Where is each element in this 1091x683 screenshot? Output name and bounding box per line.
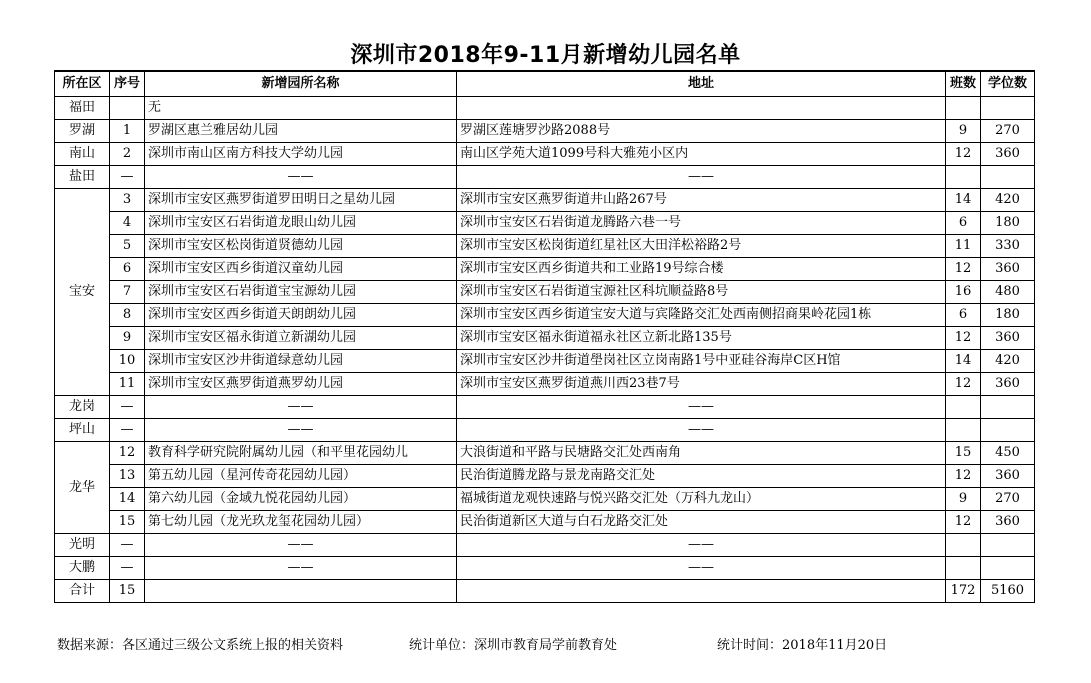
header-address: 地址	[457, 71, 946, 97]
address-cell: 深圳市宝安区燕罗街道井山路267号	[457, 189, 946, 212]
address-cell: 大浪街道和平路与民塘路交汇处西南角	[457, 442, 946, 465]
district-dapeng: 大鹏	[55, 557, 110, 580]
table-row	[55, 304, 1035, 327]
header-seq: 序号	[110, 71, 145, 97]
classes-cell: 12	[946, 327, 981, 350]
places-cell: 360	[981, 258, 1035, 281]
header-places: 学位数	[981, 71, 1035, 97]
district-guangming: 光明	[55, 534, 110, 557]
table-row	[55, 557, 1035, 580]
table-row	[55, 258, 1035, 281]
places-cell: 360	[981, 465, 1035, 488]
seq-cell: 14	[110, 488, 145, 511]
classes-cell: 9	[946, 488, 981, 511]
address-cell: 深圳市宝安区石岩街道龙腾路六巷一号	[457, 212, 946, 235]
district-longhua: 龙华	[55, 442, 110, 534]
places-cell: 360	[981, 511, 1035, 534]
places-cell: 360	[981, 373, 1035, 396]
classes-cell: 12	[946, 143, 981, 166]
seq-cell: 4	[110, 212, 145, 235]
address-cell: 深圳市宝安区福永街道福永社区立新北路135号	[457, 327, 946, 350]
district-luohu: 罗湖	[55, 120, 110, 143]
places-cell: 270	[981, 120, 1035, 143]
district-pingshan: 坪山	[55, 419, 110, 442]
address-cell: 民治街道新区大道与白石龙路交汇处	[457, 511, 946, 534]
name-cell: 第五幼儿园（星河传奇花园幼儿园）	[145, 465, 457, 488]
seq-cell: 8	[110, 304, 145, 327]
table-row	[55, 212, 1035, 235]
table-row	[55, 534, 1035, 557]
total-label: 合计	[55, 580, 110, 603]
seq-cell: 6	[110, 258, 145, 281]
classes-cell: 11	[946, 235, 981, 258]
kindergarten-table	[54, 70, 1035, 603]
district-nanshan: 南山	[55, 143, 110, 166]
seq-cell: —	[110, 419, 145, 442]
places-cell: 360	[981, 327, 1035, 350]
address-cell: 民治街道腾龙路与景龙南路交汇处	[457, 465, 946, 488]
classes-cell: 6	[946, 212, 981, 235]
table-row	[55, 235, 1035, 258]
table-row	[55, 143, 1035, 166]
seq-cell: 9	[110, 327, 145, 350]
total-classes: 172	[946, 580, 981, 603]
table-row	[55, 511, 1035, 534]
seq-cell: 12	[110, 442, 145, 465]
name-cell: 深圳市宝安区石岩街道龙眼山幼儿园	[145, 212, 457, 235]
table-row	[55, 373, 1035, 396]
name-cell: 深圳市宝安区西乡街道天朗朗幼儿园	[145, 304, 457, 327]
name-cell: 深圳市宝安区福永街道立新湖幼儿园	[145, 327, 457, 350]
places-cell: 360	[981, 143, 1035, 166]
classes-cell: 12	[946, 465, 981, 488]
name-cell: ——	[145, 557, 457, 580]
district-longgang: 龙岗	[55, 396, 110, 419]
seq-cell: 13	[110, 465, 145, 488]
places-cell: 480	[981, 281, 1035, 304]
classes-cell: 14	[946, 350, 981, 373]
seq-cell: —	[110, 166, 145, 189]
address-cell: 深圳市宝安区沙井街道壆岗社区立岗南路1号中亚硅谷海岸C区H馆	[457, 350, 946, 373]
address-cell: ——	[457, 396, 946, 419]
seq-cell: 5	[110, 235, 145, 258]
address-cell: 罗湖区莲塘罗沙路2088号	[457, 120, 946, 143]
name-cell: 第六幼儿园（金域九悦花园幼儿园）	[145, 488, 457, 511]
table-row	[55, 166, 1035, 189]
classes-cell: 15	[946, 442, 981, 465]
table-row	[55, 97, 1035, 120]
address-cell: ——	[457, 534, 946, 557]
header-district: 所在区	[55, 71, 110, 97]
name-cell: 深圳市宝安区西乡街道汉童幼儿园	[145, 258, 457, 281]
name-cell: 深圳市宝安区沙井街道绿意幼儿园	[145, 350, 457, 373]
classes-cell: 9	[946, 120, 981, 143]
seq-cell: —	[110, 534, 145, 557]
address-cell: 深圳市宝安区西乡街道宝安大道与宾隆路交汇处西南侧招商果岭花园1栋	[457, 304, 946, 327]
total-row	[55, 580, 1035, 603]
table-row	[55, 419, 1035, 442]
address-cell: ——	[457, 419, 946, 442]
places-cell: 180	[981, 304, 1035, 327]
classes-cell: 12	[946, 373, 981, 396]
name-cell: ——	[145, 419, 457, 442]
header-classes: 班数	[946, 71, 981, 97]
places-cell: 420	[981, 350, 1035, 373]
table-row	[55, 120, 1035, 143]
name-cell: 深圳市宝安区松岗街道贤德幼儿园	[145, 235, 457, 258]
name-cell: 深圳市宝安区石岩街道宝宝源幼儿园	[145, 281, 457, 304]
footer-unit: 统计单位：深圳市教育局学前教育处	[409, 638, 618, 653]
seq-cell: 15	[110, 511, 145, 534]
classes-cell: 12	[946, 511, 981, 534]
footer-note	[57, 634, 887, 653]
name-cell: 无	[145, 97, 457, 120]
table-row	[55, 327, 1035, 350]
places-cell: 420	[981, 189, 1035, 212]
table-row	[55, 350, 1035, 373]
table-row	[55, 442, 1035, 465]
seq-cell: 1	[110, 120, 145, 143]
name-cell: ——	[145, 396, 457, 419]
name-cell: 深圳市宝安区燕罗街道燕罗幼儿园	[145, 373, 457, 396]
table-row	[55, 189, 1035, 212]
name-cell: 第七幼儿园（龙光玖龙玺花园幼儿园）	[145, 511, 457, 534]
district-baoan: 宝安	[55, 189, 110, 396]
seq-cell: —	[110, 396, 145, 419]
seq-cell: 2	[110, 143, 145, 166]
classes-cell: 12	[946, 258, 981, 281]
district-futian: 福田	[55, 97, 110, 120]
table-header-row	[55, 71, 1035, 97]
name-cell: 罗湖区惠兰雅居幼儿园	[145, 120, 457, 143]
address-cell: 深圳市宝安区燕罗街道燕川西23巷7号	[457, 373, 946, 396]
places-cell: 180	[981, 212, 1035, 235]
table-row	[55, 488, 1035, 511]
name-cell: 深圳市宝安区燕罗街道罗田明日之星幼儿园	[145, 189, 457, 212]
page-title: 深圳市2018年9-11月新增幼儿园名单	[350, 43, 741, 68]
address-cell: ——	[457, 166, 946, 189]
address-cell: 深圳市宝安区石岩街道宝源社区科坑顺益路8号	[457, 281, 946, 304]
places-cell: 270	[981, 488, 1035, 511]
address-cell: 深圳市宝安区松岗街道红星社区大田洋松裕路2号	[457, 235, 946, 258]
total-count: 15	[110, 580, 145, 603]
name-cell: 教育科学研究院附属幼儿园（和平里花园幼儿	[145, 442, 457, 465]
name-cell: 深圳市南山区南方科技大学幼儿园	[145, 143, 457, 166]
seq-cell: 3	[110, 189, 145, 212]
places-cell: 450	[981, 442, 1035, 465]
footer-time: 统计时间：2018年11月20日	[717, 638, 888, 653]
name-cell: ——	[145, 534, 457, 557]
seq-cell: —	[110, 557, 145, 580]
header-name: 新增园所名称	[145, 71, 457, 97]
address-cell: 福城街道龙观快速路与悦兴路交汇处（万科九龙山）	[457, 488, 946, 511]
places-cell: 330	[981, 235, 1035, 258]
address-cell: 南山区学苑大道1099号科大雅苑小区内	[457, 143, 946, 166]
table-row	[55, 281, 1035, 304]
name-cell: ——	[145, 166, 457, 189]
total-places: 5160	[981, 580, 1035, 603]
classes-cell: 6	[946, 304, 981, 327]
district-yantian: 盐田	[55, 166, 110, 189]
seq-cell: 10	[110, 350, 145, 373]
classes-cell: 16	[946, 281, 981, 304]
footer-source: 数据来源：各区通过三级公文系统上报的相关资料	[57, 638, 344, 653]
address-cell: 深圳市宝安区西乡街道共和工业路19号综合楼	[457, 258, 946, 281]
seq-cell: 7	[110, 281, 145, 304]
classes-cell: 14	[946, 189, 981, 212]
table-row	[55, 396, 1035, 419]
table-row	[55, 465, 1035, 488]
address-cell: ——	[457, 557, 946, 580]
seq-cell: 11	[110, 373, 145, 396]
